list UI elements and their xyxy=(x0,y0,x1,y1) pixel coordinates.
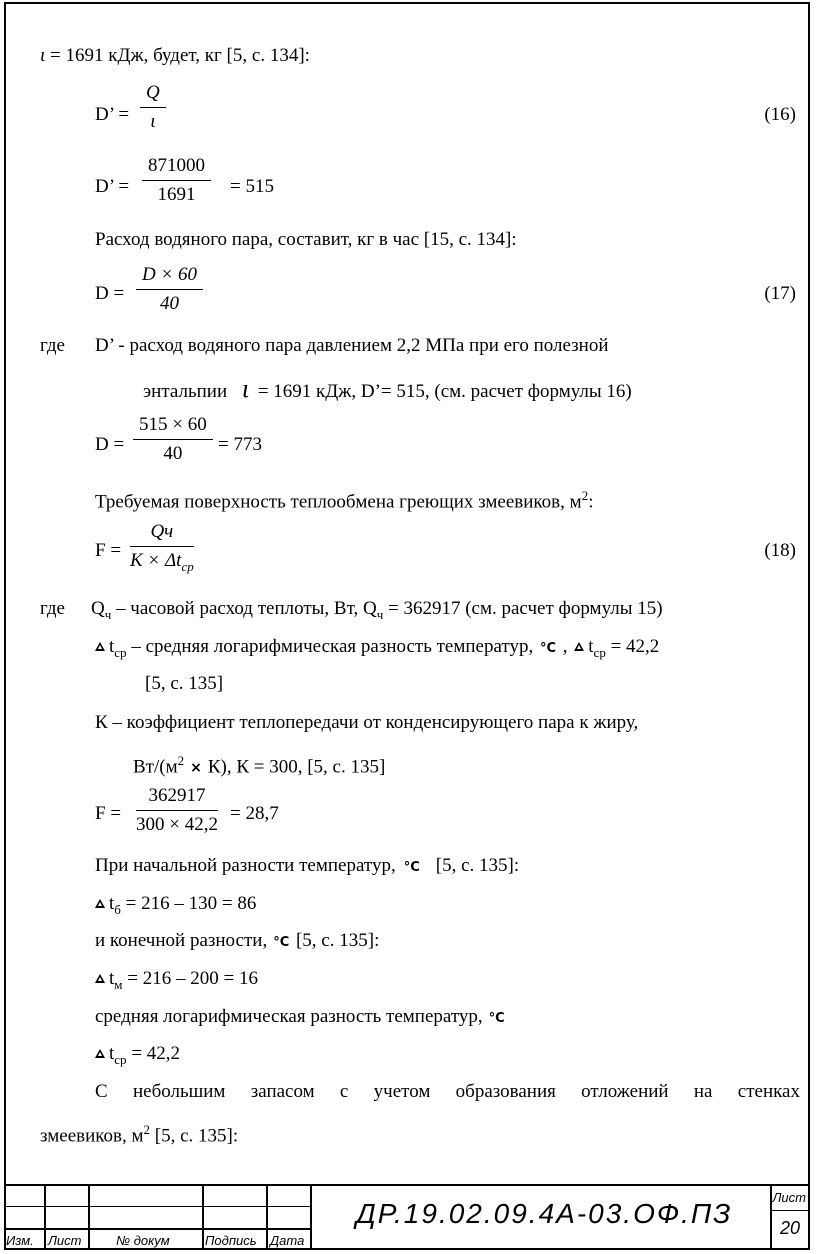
delta-t-definition: $t_{ср}$ – средняя логарифмическая разность температур, °C , $t_{ср} = 42,2$ xyxy=(93,636,659,664)
calc-f-lhs: F = xyxy=(95,803,122,824)
formula-18-fraction: Qч $K \times \Delta t_{ср}$ xyxy=(130,521,194,574)
iota-symbol: ι xyxy=(241,374,250,403)
calc-f-result: = 28,7 xyxy=(230,803,279,824)
iota-symbol: ι xyxy=(40,45,46,66)
formula-16-number: (16) xyxy=(764,104,796,125)
title-block xyxy=(4,1184,810,1250)
calc-17-lhs: D = xyxy=(95,434,125,455)
formula-17-number: (17) xyxy=(764,283,796,304)
margin-paragraph-cont: змеевиков, $м^2$ [5, с. 135]: xyxy=(40,1122,239,1147)
k-definition: К – коэффициент теплопередачи от конденсирующего пара к жиру, xyxy=(95,712,639,733)
delta-icon xyxy=(95,642,105,651)
document-code: ДР.19.02.09.4А-03.ОФ.ПЗ xyxy=(356,1198,733,1229)
multiply-icon: × xyxy=(190,760,202,777)
formula-16-fraction: $\frac{Q}{\iota}$ xyxy=(140,82,166,133)
izm-label: Изм. xyxy=(6,1233,34,1248)
k-units: $Вт/(м^2 \times К)$, К = 300, [5, с. 135] xyxy=(133,753,386,778)
calc-16-result: = 515 xyxy=(230,176,274,197)
list-label: Лист xyxy=(48,1233,82,1248)
calc-17-result: = 773 xyxy=(218,434,262,455)
delta-icon xyxy=(95,899,105,908)
final-difference-line: и конечной разности, °C [5, с. 135]: xyxy=(95,930,380,951)
where-1-text: D’ - расход водяного пара давлением 2,2 МПа при его полезной xyxy=(95,335,609,356)
enthalpy-line: энтальпии ι = 1691 кДж, D’= 515, (см. расчет формулы 16) xyxy=(143,374,632,403)
formula-17-fraction: $\frac{D \times 60}{40}$ xyxy=(136,264,203,315)
margin-paragraph: С небольшим запасом с учетом образования отложений на стенках xyxy=(95,1081,800,1102)
calc-f-fraction: $\frac{362917}{300 \times 42,2}$ xyxy=(136,785,218,835)
steam-paragraph: Расход водяного пара, составит, кг в час [15, с. 134]: xyxy=(95,229,517,250)
degree-celsius-icon: °C xyxy=(488,1011,505,1026)
delta-icon xyxy=(95,974,105,983)
ref-135-a: [5, с. 135] xyxy=(145,673,224,694)
degree-celsius-icon: °C xyxy=(273,935,290,950)
doc-label: № докум xyxy=(116,1233,170,1248)
where-1-label: где xyxy=(40,335,65,356)
degree-celsius-icon: °C xyxy=(403,860,420,875)
delta-t-sr-line: $t_{ср} = 42,2$ xyxy=(93,1043,180,1071)
where-2-text: $Q_ч$ – часовой расход теплоты, Вт, $Q_ч = 362917$ (см. расчет формулы 15) xyxy=(91,598,663,622)
calc-17-fraction: $\frac{515 \times 60}{40}$ xyxy=(133,414,213,465)
initial-difference-line: При начальной разности температур, °C [5, с. 135]: xyxy=(95,855,520,876)
delta-t-b-line: $t_б = 216 - 130 = 86$ xyxy=(93,893,256,921)
delta-t-m-line: $t_м = 216 - 200 = 16$ xyxy=(93,968,258,996)
surface-paragraph: Требуемая поверхность теплообмена греющих змеевиков, $м^2$: xyxy=(95,488,594,513)
formula-18-number: (18) xyxy=(764,540,796,561)
sheet-number: 20 xyxy=(779,1218,800,1238)
formula-17-lhs: D = xyxy=(95,283,125,304)
calc-16-lhs: D’ = xyxy=(95,176,130,197)
sheet-label: Лист xyxy=(772,1190,806,1205)
formula-16-lhs: D’ = xyxy=(95,104,130,125)
where-2-label: где xyxy=(40,598,65,619)
intro-line: ι = 1691 кДж, будет, кг [5, с. 134]: xyxy=(40,45,310,66)
mean-difference-line: средняя логарифмическая разность температур, °C xyxy=(95,1006,505,1027)
formula-18-lhs: F = xyxy=(95,540,122,561)
delta-icon xyxy=(95,1049,105,1058)
degree-celsius-icon: °C xyxy=(539,641,557,656)
date-label: Дата xyxy=(270,1233,305,1248)
calc-16-fraction: $\frac{871000}{1691}$ xyxy=(142,155,211,206)
delta-icon xyxy=(574,642,584,651)
sign-label: Подпись xyxy=(205,1233,257,1248)
